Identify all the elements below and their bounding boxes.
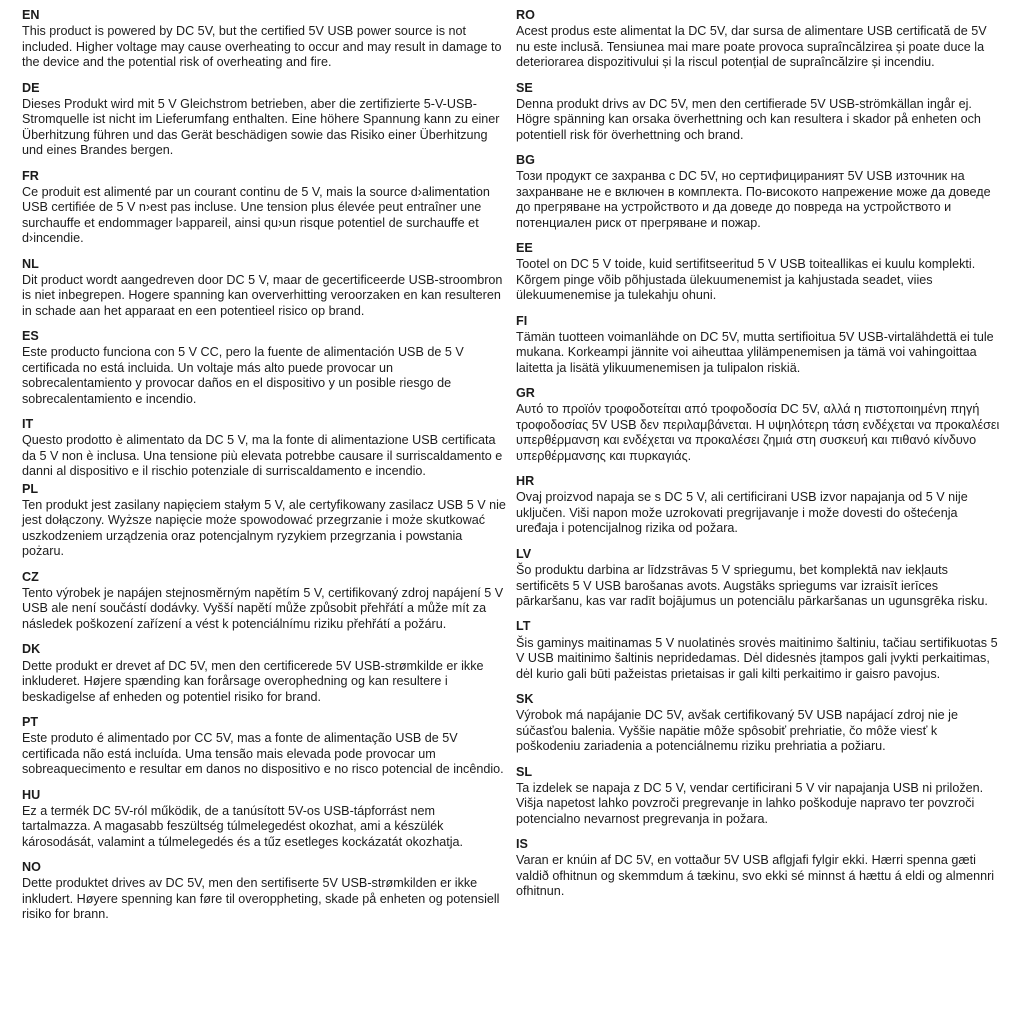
language-block-gr <box>516 386 1000 464</box>
language-text-ee: Tootel on DC 5 V toide, kuid sertifitseeritud 5 V USB toiteallikas ei kuulu komplekti. Kõrgem pinge võib põhjustada ülekuumenemist ja kahjustada seadet, viies ülekuumenemise ja tulekahju ohuni. <box>516 257 976 303</box>
left-column <box>22 8 506 1024</box>
language-text-hu: Ez a termék DC 5V-ról működik, de a tanúsított 5V-os USB-tápforrást nem tartalmazza. A magasabb feszültség túlmelegedést okozhat, ami a készülék károsodását, valamint a túlmelegedés és a tűz esetleges kockázatát okozhatja. <box>22 803 464 849</box>
language-text-it: Questo prodotto è alimentato da DC 5 V, ma la fonte di alimentazione USB certificata da 5 V non è inclusa. Una tensione più elevata potrebbe causare il surriscaldamento e danni al dispositivo e il rischio potenziale di surriscaldamento e incendio. <box>22 433 503 479</box>
language-text-lv: Šo produktu darbina ar līdzstrāvas 5 V spriegumu, bet komplektā nav iekļauts sertificēts 5 V USB barošanas avots. Augstāks spriegums var izraisīt ierīces pārkaršanu, kas var radīt bojājumus un potenciālu pārkaršanas un ugunsgrēka risku. <box>516 563 988 608</box>
language-code-se: SE <box>516 80 533 95</box>
language-block-fr <box>22 169 506 247</box>
language-text-fi: Tämän tuotteen voimanlähde on DC 5V, mutta sertifioitua 5V USB-virtalähdettä ei tule mukana. Korkeampi jännite voi aiheuttaa ylilämpenemisen ja tämä voi vahingoittaa laitetta ja lisätä ylikuumenemisen ja tulipalon riskiä. <box>516 329 994 375</box>
language-code-lv: LV <box>516 546 532 561</box>
language-block-pl <box>22 482 506 560</box>
language-code-fr: FR <box>22 168 39 183</box>
language-block-no <box>22 860 506 923</box>
language-block-nl <box>22 257 506 320</box>
language-code-cz: CZ <box>22 569 39 584</box>
language-text-pl: Ten produkt jest zasilany napięciem stałym 5 V, ale certyfikowany zasilacz USB 5 V nie jest dołączony. Wyższe napięcie może spowodować przegrzanie i może skutkować uszkodzeniem urządzenia oraz potencjalnym ryzykiem przegrzania i powstania pożaru. <box>22 497 506 559</box>
language-block-dk <box>22 642 506 705</box>
language-block-sl <box>516 765 1000 828</box>
language-text-bg: Този продукт се захранва с DC 5V, но сертифицираният 5V USB източник на захранване не е включен в комплекта. По-високото напрежение може да доведе до прегряване на устройството и да доведе до повреда на устройството и потенциален риск от прегряване и пожар. <box>516 169 991 230</box>
language-text-sk: Výrobok má napájanie DC 5V, avšak certifikovaný 5V USB napájací zdroj nie je súčasťou balenia. Vyššie napätie môže spôsobiť prehriatie, čo môže viesť k poškodeniu zariadenia a potenciálnemu riziku prehriatia a požiaru. <box>516 708 958 754</box>
language-code-nl: NL <box>22 256 39 271</box>
language-code-bg: BG <box>516 153 535 168</box>
language-text-se: Denna produkt drivs av DC 5V, men den certifierade 5V USB-strömkällan ingår ej. Högre spänning kan orsaka överhettning och kan resultera i skador på enheten och potentiell risk för överhettning och brand. <box>516 96 981 142</box>
language-code-gr: GR <box>516 386 535 401</box>
language-text-cz: Tento výrobek je napájen stejnosměrným napětím 5 V, certifikovaný zdroj napájení 5 V USB ale není součástí dodávky. Vyšší napětí může způsobit přehřátí a může mít za následek poškození zařízení a vést k potenciálnímu riziku přehřátí a požáru. <box>22 585 504 631</box>
language-block-hr <box>516 474 1000 537</box>
language-block-lv <box>516 547 1000 610</box>
language-text-nl: Dit product wordt aangedreven door DC 5 V, maar de gecertificeerde USB-stroombron is niet inbegrepen. Hogere spanning kan oververhitting veroorzaken en kan resulteren in schade aan het apparaat en een potentieel risico op brand. <box>22 272 503 318</box>
language-code-sk: SK <box>516 692 534 707</box>
language-block-ro <box>516 8 1000 71</box>
language-block-fi <box>516 314 1000 377</box>
language-text-gr: Αυτό το προϊόν τροφοδοτείται από τροφοδοσία DC 5V, αλλά η πιστοποιημένη πηγή τροφοδοσίας 5V USB δεν περιλαμβάνεται. Η υψηλότερη τάση ενδέχεται να προκαλέσει υπερθέρμανση και ενδέχεται να προκαλέσει ζημιά στη συσκευή και πιθανό κίνδυνο υπερθέρμανσης και πυρκαγιάς. <box>516 402 1000 463</box>
language-block-es <box>22 329 506 407</box>
language-text-no: Dette produktet drives av DC 5V, men den sertifiserte 5V USB-strømkilden er ikke inkludert. Høyere spenning kan føre til overoppheting, skade på enheten og potensiell risiko for brann. <box>22 876 500 922</box>
language-block-lt <box>516 619 1000 682</box>
language-code-pt: PT <box>22 715 39 729</box>
language-block-is <box>516 837 1000 900</box>
right-column <box>516 8 1000 1024</box>
language-block-ee <box>516 241 1000 304</box>
language-code-sl: SL <box>516 764 533 779</box>
language-code-no: NO <box>22 860 41 875</box>
language-text-hr: Ovaj proizvod napaja se s DC 5 V, ali certificirani USB izvor napajanja od 5 V nije uključen. Viši napon može uzrokovati pregrijavanje i može dovesti do oštećenja uređaja i potencijalnog rizika od požara. <box>516 490 968 536</box>
language-code-lt: LT <box>516 619 531 634</box>
language-text-de: Dieses Produkt wird mit 5 V Gleichstrom betrieben, aber die zertifizierte 5-V-USB-Stromquelle ist nicht im Lieferumfang enthalten. Eine höhere Spannung kann zu einer Überhitzung führen und das Gerät beschädigen sowie das Risiko einer Überhitzung und eines Brandes bergen. <box>22 96 500 158</box>
language-text-sl: Ta izdelek se napaja z DC 5 V, vendar certificirani 5 V vir napajanja USB ni priložen. Višja napetost lahko povzroči pregrevanje in lahko poškoduje napravo ter povzroči potencialno nevarnost pregrevanja in požara. <box>516 780 984 826</box>
language-code-es: ES <box>22 329 39 344</box>
language-text-es: Este producto funciona con 5 V CC, pero la fuente de alimentación USB de 5 V certificada no está incluida. Un voltaje más alto puede provocar un sobrecalentamiento y provocar daños en el dispositivo y un posible riesgo de sobrecalentamiento e incendio. <box>22 345 464 406</box>
language-code-ee: EE <box>516 241 533 256</box>
language-text-is: Varan er knúin af DC 5V, en vottaður 5V USB aflgjafi fylgir ekki. Hærri spenna gæti valdið ofhitnun og skemmdum á tækinu, svo ekki sé minnst á hættu á eldi og almennri ofhitnun. <box>516 853 995 899</box>
language-code-de: DE <box>22 80 40 95</box>
language-code-is: IS <box>516 837 528 852</box>
language-block-pt <box>22 715 506 778</box>
language-text-dk: Dette produkt er drevet af DC 5V, men den certificerede 5V USB-strømkilde er ikke inkluderet. Højere spænding kan forårsage overophedning og kan resultere i beskadigelse af enheden og potentiel risiko for brand. <box>22 658 484 704</box>
language-text-lt: Šis gaminys maitinamas 5 V nuolatinės srovės maitinimo šaltiniu, tačiau sertifikuotas 5 V USB maitinimo šaltinis nepridedamas. Dėl didesnės įtampos gali įvykti perkaitimas, dėl kurio gali būti pažeistas prietaisas ir gali kilti perkaitimo ir gaisro pavojus. <box>516 635 998 681</box>
language-block-de <box>22 81 506 159</box>
language-block-hu <box>22 788 506 851</box>
language-code-it: IT <box>22 417 34 432</box>
language-code-hu: HU <box>22 787 41 802</box>
language-code-fi: FI <box>516 313 528 328</box>
language-code-hr: HR <box>516 474 535 489</box>
language-code-pl: PL <box>22 481 39 496</box>
language-code-en: EN <box>22 8 40 22</box>
language-block-sk <box>516 692 1000 755</box>
language-text-en: This product is powered by DC 5V, but the certified 5V USB power source is not included. Higher voltage may cause overheating to occur and may result in damage to the device and the potential risk of overheating and fire. <box>22 24 502 70</box>
language-text-pt: Este produto é alimentado por CC 5V, mas a fonte de alimentação USB de 5V certificada não está incluída. Uma tensão mais elevada pode provocar um sobreaquecimento e resultar em danos no dispositivo e no risco potencial de incêndio. <box>22 731 504 777</box>
language-code-ro: RO <box>516 8 535 22</box>
language-code-dk: DK <box>22 642 41 657</box>
language-block-cz <box>22 570 506 633</box>
language-block-se <box>516 81 1000 144</box>
language-block-en <box>22 8 506 71</box>
language-text-ro: Acest produs este alimentat la DC 5V, dar sursa de alimentare USB certificată de 5V nu este inclusă. Tensiunea mai mare poate provoca supraîncălzirea și poate duce la deteriorarea dispozitivului și la riscul potențial de supraîncălzire și incendiu. <box>516 24 987 70</box>
language-text-fr: Ce produit est alimenté par un courant continu de 5 V, mais la source d›alimentation USB certifiée de 5 V n›est pas incluse. Une tension plus élevée peut entraîner une surchauffe et endommager l›appareil, ainsi qu›un risque potentiel de surchauffe et d›incendie. <box>22 184 490 246</box>
language-block-it <box>22 417 506 480</box>
language-block-bg <box>516 153 1000 231</box>
